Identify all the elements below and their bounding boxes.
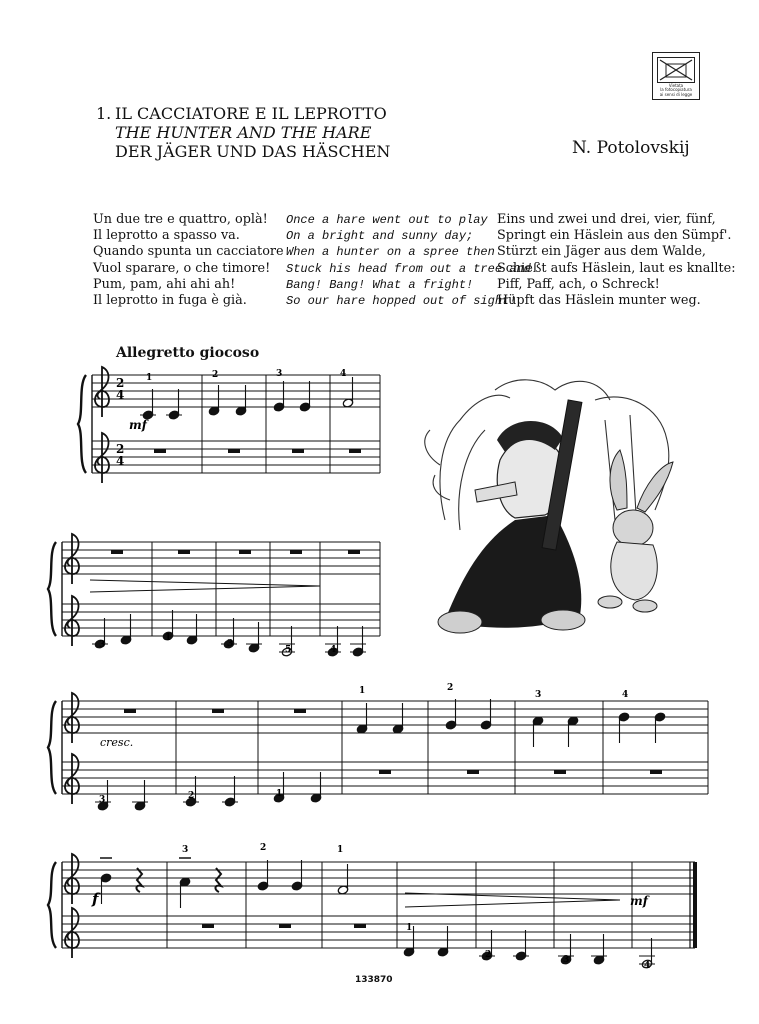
whole-rest — [348, 550, 360, 554]
fingering: 2 — [212, 370, 219, 380]
whole-rest — [178, 550, 190, 554]
whole-rest — [154, 449, 166, 453]
whole-rest — [294, 709, 306, 713]
fingering: 3 — [99, 795, 106, 805]
whole-rest — [124, 709, 136, 713]
fingering: 3 — [182, 845, 189, 855]
lyric-line: When a hunter on a spree then — [286, 245, 495, 260]
whole-rest — [467, 770, 479, 774]
fingering: 4 — [622, 690, 629, 700]
title-german: DER JÄGER UND DAS HÄSCHEN — [115, 142, 391, 161]
lyric-line: On a bright and sunny day; — [286, 229, 474, 244]
lyric-line: Eins und zwei und drei, vier, fünf, — [497, 212, 716, 227]
fingerings-system3-treble — [359, 683, 628, 700]
quarter-rest — [215, 868, 221, 892]
fingering: 1 — [337, 845, 344, 855]
lyric-line: Piff, Paff, ach, o Schreck! — [497, 276, 660, 292]
lyric-line: Vuol sparare, o che timore! — [93, 260, 271, 276]
fingerings-system4-treble — [182, 843, 343, 855]
composer-name: N. Potolovskij — [572, 138, 690, 158]
fingering: 1 — [146, 373, 153, 383]
brace — [78, 375, 86, 473]
fingerings-system4-bass — [406, 923, 650, 971]
score-text — [91, 369, 650, 971]
lyric-line: Hüpft das Häslein munter weg. — [497, 293, 701, 309]
fingering: 2 — [260, 843, 267, 853]
fingering: 4 — [330, 645, 337, 655]
lyric-line: Quando spunta un cacciatore — [93, 244, 284, 260]
fingering: 4 — [644, 961, 651, 971]
time-sig-top: 2 — [116, 442, 125, 456]
lyric-line: Il leprotto in fuga è già. — [93, 293, 247, 309]
piece-number: 1. — [96, 104, 112, 123]
title-english: THE HUNTER AND THE HARE — [115, 123, 372, 142]
lyric-line: Schießt aufs Häslein, laut es knallte: — [497, 260, 736, 276]
quarter-rest — [136, 868, 142, 892]
dynamic-mf: mf — [129, 418, 147, 432]
lyric-line: Stuck his head from out a tree and — [286, 261, 531, 276]
whole-rest — [650, 770, 662, 774]
fingering: 3 — [276, 369, 283, 379]
lyric-line: So our hare hopped out of sight! — [286, 294, 517, 309]
fingering: 2 — [447, 683, 454, 693]
lyric-line: Once a hare went out to play — [286, 213, 488, 227]
whole-rest — [212, 709, 224, 713]
stamp-line: ai sensi di legge — [659, 91, 693, 97]
fingering: 1 — [406, 923, 413, 933]
fingering: 1 — [165, 633, 172, 643]
fingering: 3 — [227, 639, 234, 649]
lyric-line: Springt ein Häslein aus den Sümpf'. — [497, 228, 732, 244]
whole-rest — [202, 924, 214, 928]
fingering: 3 — [99, 640, 106, 650]
tempo-marking: Allegretto giocoso — [116, 345, 260, 361]
time-sig-top: 2 — [116, 376, 125, 390]
fingering: 3 — [563, 955, 570, 965]
whole-rest — [111, 550, 123, 554]
time-sig-bottom: 4 — [116, 388, 125, 402]
staff-lines — [62, 375, 708, 948]
fingering: 2 — [485, 950, 492, 960]
whole-rest — [228, 449, 240, 453]
whole-rest — [554, 770, 566, 774]
fingering: 4 — [340, 369, 347, 379]
lyric-line: Un due tre e quattro, oplà! — [93, 212, 268, 227]
title-italian: IL CACCIATORE E IL LEPROTTO — [115, 104, 387, 123]
fingering: 1 — [359, 686, 366, 696]
dynamic-mf: mf — [630, 894, 648, 908]
dynamic-cresc: cresc. — [100, 736, 134, 749]
fingering: 3 — [535, 690, 542, 700]
whole-rest — [279, 924, 291, 928]
whole-rest — [354, 924, 366, 928]
hairpin — [405, 900, 620, 907]
fingering: 5 — [285, 645, 292, 655]
fingering: 2 — [188, 791, 195, 801]
stamp-line: la fotocopiatura — [660, 87, 692, 92]
plate-number: 133870 — [355, 975, 393, 985]
dynamic-f: f — [92, 890, 99, 908]
lyric-line: Stürzt ein Jäger aus dem Walde, — [497, 244, 706, 260]
lyric-line: Il leprotto a spasso va. — [93, 228, 240, 244]
fingering: 1 — [276, 789, 283, 799]
brace — [48, 701, 56, 794]
whole-rest — [292, 449, 304, 453]
time-signature-treble — [116, 376, 124, 402]
whole-rest — [290, 550, 302, 554]
brace — [48, 862, 56, 948]
fingerings-system1-treble — [146, 369, 346, 383]
time-sig-bottom: 4 — [116, 454, 125, 468]
whole-rest — [349, 449, 361, 453]
hairpin — [90, 586, 320, 592]
lyric-line: Pum, pam, ahi ahi ah! — [93, 276, 236, 292]
stamp-line: Vietata — [668, 82, 684, 88]
lyric-line: Bang! Bang! What a fright! — [286, 277, 474, 292]
brace — [48, 542, 56, 636]
whole-rest — [239, 550, 251, 554]
time-signature-bass — [116, 442, 124, 468]
whole-rest — [379, 770, 391, 774]
hairpin — [90, 580, 320, 586]
